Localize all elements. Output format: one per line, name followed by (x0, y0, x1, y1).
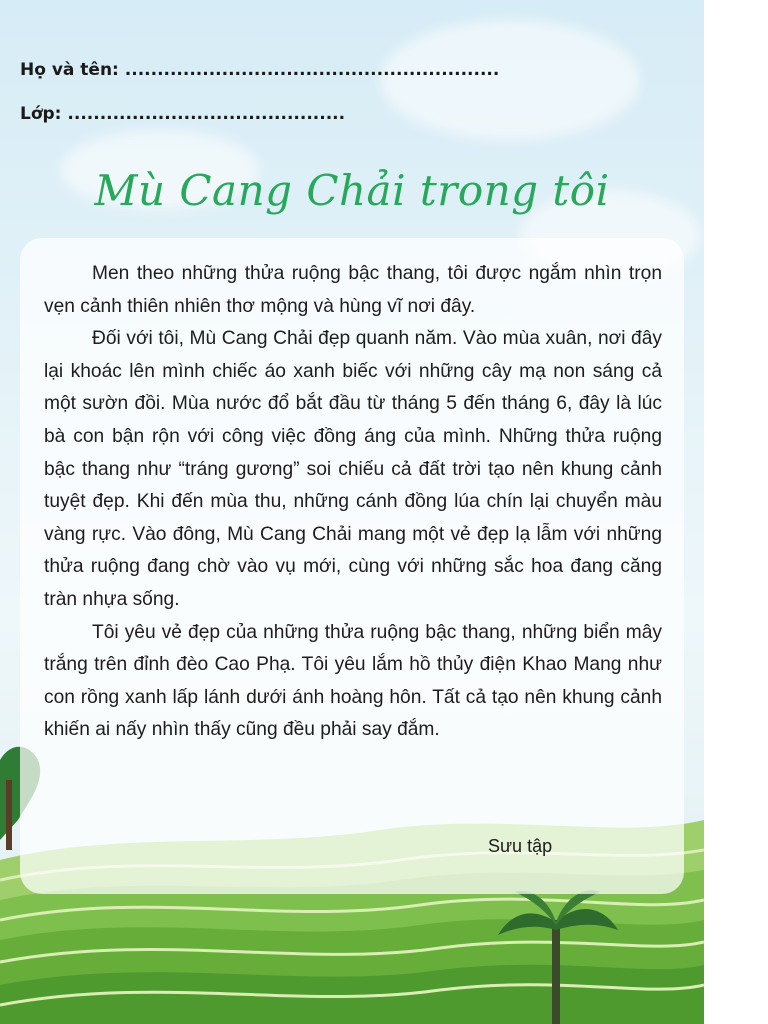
page-title: Mù Cang Chải trong tôi (94, 166, 610, 215)
student-name-field: Họ và tên: .......................................................... (20, 60, 500, 80)
paragraph: Men theo những thửa ruộng bậc thang, tôi được ngắm nhìn trọn vẹn cảnh thiên nhiên thơ mộng và hùng vĩ nơi đây. (44, 263, 662, 317)
source-credit: Sưu tập (488, 836, 553, 856)
paragraph: Đối với tôi, Mù Cang Chải đẹp quanh năm. Vào mùa xuân, nơi đây lại khoác lên mình chiếc áo xanh biếc với những cây mạ non sáng cả một sườn đồi. Mùa nước đổ bắt đầu từ tháng 5 đến tháng 6, đây là lúc bà con bận rộn với công việc đồng áng của mình. Những thửa ruộng bậc thang như “tráng gương” soi chiếu cả đất trời tạo nên khung cảnh tuyệt đẹp. Khi đến mùa thu, những cánh đồng lúa chín lại chuyển màu vàng rực. Vào đông, Mù Cang Chải mang một vẻ đẹp lạ lẫm với những thửa ruộng đang chờ vào vụ mới, cùng với những sắc hoa đang căng tràn nhựa sống. (44, 328, 662, 610)
student-class-field: Lớp: ........................................... (20, 104, 346, 124)
paragraph: Tôi yêu vẻ đẹp của những thửa ruộng bậc thang, những biển mây trắng trên đỉnh đèo Cao Phạ. Tôi yêu lắm hồ thủy điện Khao Mang như con rồng xanh lấp lánh dưới ánh hoàng hôn. Tất cả tạo nên khung cảnh khiến ai nấy nhìn thấy cũng đều phải say đắm. (44, 621, 662, 741)
reading-passage (44, 258, 662, 747)
